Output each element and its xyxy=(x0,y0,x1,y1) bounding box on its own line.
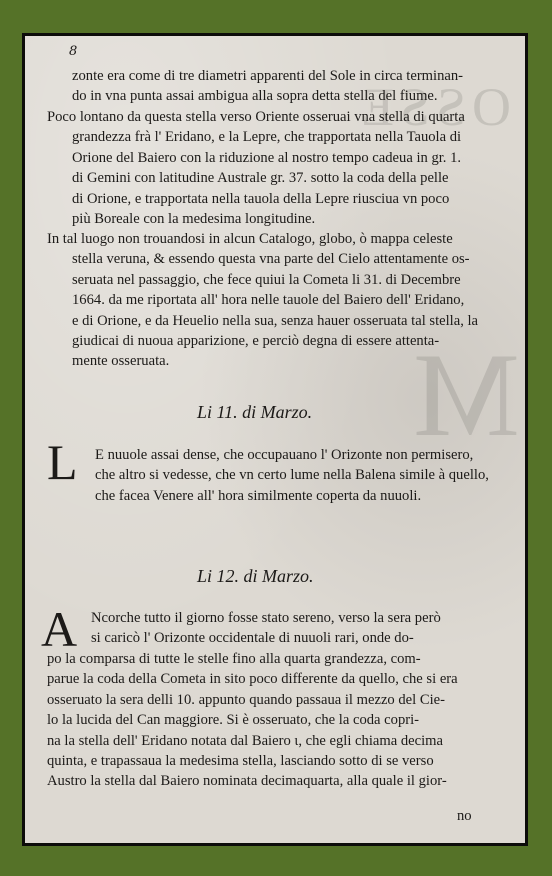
text-line: quinta, e trapassaua la medesima stella, lasciando sotto di se verso xyxy=(47,753,434,770)
text-line: si caricò l' Orizonte occidentale di nuuoli rari, onde do- xyxy=(91,630,414,647)
book-page xyxy=(25,36,525,843)
text-line: mente osseruata. xyxy=(72,353,170,370)
text-line: po la comparsa di tutte le stelle fino alla quarta grandezza, com- xyxy=(47,651,421,667)
text-line: che altro si vedesse, che vn certo lume nella Balena simile à quello, xyxy=(95,467,489,484)
text-line: Ncorche tutto il giorno fosse stato sereno, verso la sera però xyxy=(91,610,441,626)
text-line: In tal luogo non trouandosi in alcun Catalogo, globo, ò mappa celeste xyxy=(47,231,453,247)
text-line: parue la coda della Cometa in sito poco differente da quello, che si era xyxy=(47,671,458,688)
drop-cap-initial: A xyxy=(41,601,78,657)
bleed-through-initial: M xyxy=(413,328,520,461)
text-line: di Gemini con latitudine Australe gr. 37. sotto la coda della pelle xyxy=(72,170,449,187)
text-line: e di Orione, e da Heuelio nella sua, senza hauer osseruata tal stella, la xyxy=(72,312,479,329)
text-line: do in vna punta assai ambigua alla sopra detta stella del fiume. xyxy=(72,88,438,105)
text-line: che facea Venere all' hora similmente coperta da nuuoli. xyxy=(95,487,422,504)
catchword: no xyxy=(457,808,472,824)
date-heading: Li 12. di Marzo. xyxy=(197,566,314,586)
drop-cap-initial: L xyxy=(47,434,78,490)
paragraph-continuation xyxy=(72,66,463,107)
text-line: seruata nel passaggio, che fece quiui la Cometa li 31. di Decembre xyxy=(72,271,461,288)
text-line: più Boreale con la medesima longitudine. xyxy=(72,211,316,228)
text-line: 1664. da me riportata all' hora nelle tauole del Baiero dell' Eridano, xyxy=(72,292,465,309)
text-line: E nuuole assai dense, che occupauano l' Orizonte non permisero, xyxy=(95,447,474,463)
text-line: stella veruna, & essendo questa vna parte del Cielo attentamente os- xyxy=(72,251,470,268)
entry-march-11 xyxy=(95,445,489,506)
text-line: di Orione, e trapportata nella tauola della Lepre riusciua vn poco xyxy=(72,190,450,207)
page-number: 8 xyxy=(69,44,78,59)
entry-march-12-opening xyxy=(91,608,441,649)
text-line: grandezza frà l' Eridano, e la Lepre, che trapportata nella Tauola di xyxy=(72,129,462,146)
text-line: giudicai di nuoua apparizione, e perciò degna di essere attenta- xyxy=(72,333,440,350)
text-line: Orione del Baiero con la riduzione al nostro tempo cadeua in gr. 1. xyxy=(72,149,462,166)
text-line: osseruato la sera delli 10. appunto quando passaua il mezzo del Cie- xyxy=(47,691,445,708)
text-line: Poco lontano da questa stella verso Oriente osseruai vna stella di quarta xyxy=(47,109,465,125)
text-line: zonte era come di tre diametri apparenti del Sole in circa terminan- xyxy=(72,68,464,84)
text-line: Austro la stella dal Baiero nominata decimaquarta, alla quale il gior- xyxy=(47,773,447,790)
paragraph-new-star xyxy=(47,107,465,229)
entry-march-12-body xyxy=(47,649,458,792)
text-line: lo la lucida del Can maggiore. Si è osseruato, che la coda copri- xyxy=(47,712,420,729)
date-heading: Li 11. di Marzo. xyxy=(197,402,313,422)
text-line: na la stella dell' Eridano notata dal Baiero ι, che egli chiama decima xyxy=(47,732,443,749)
bleed-through-text: OSSE xyxy=(355,77,512,137)
paragraph-catalog xyxy=(47,229,478,372)
